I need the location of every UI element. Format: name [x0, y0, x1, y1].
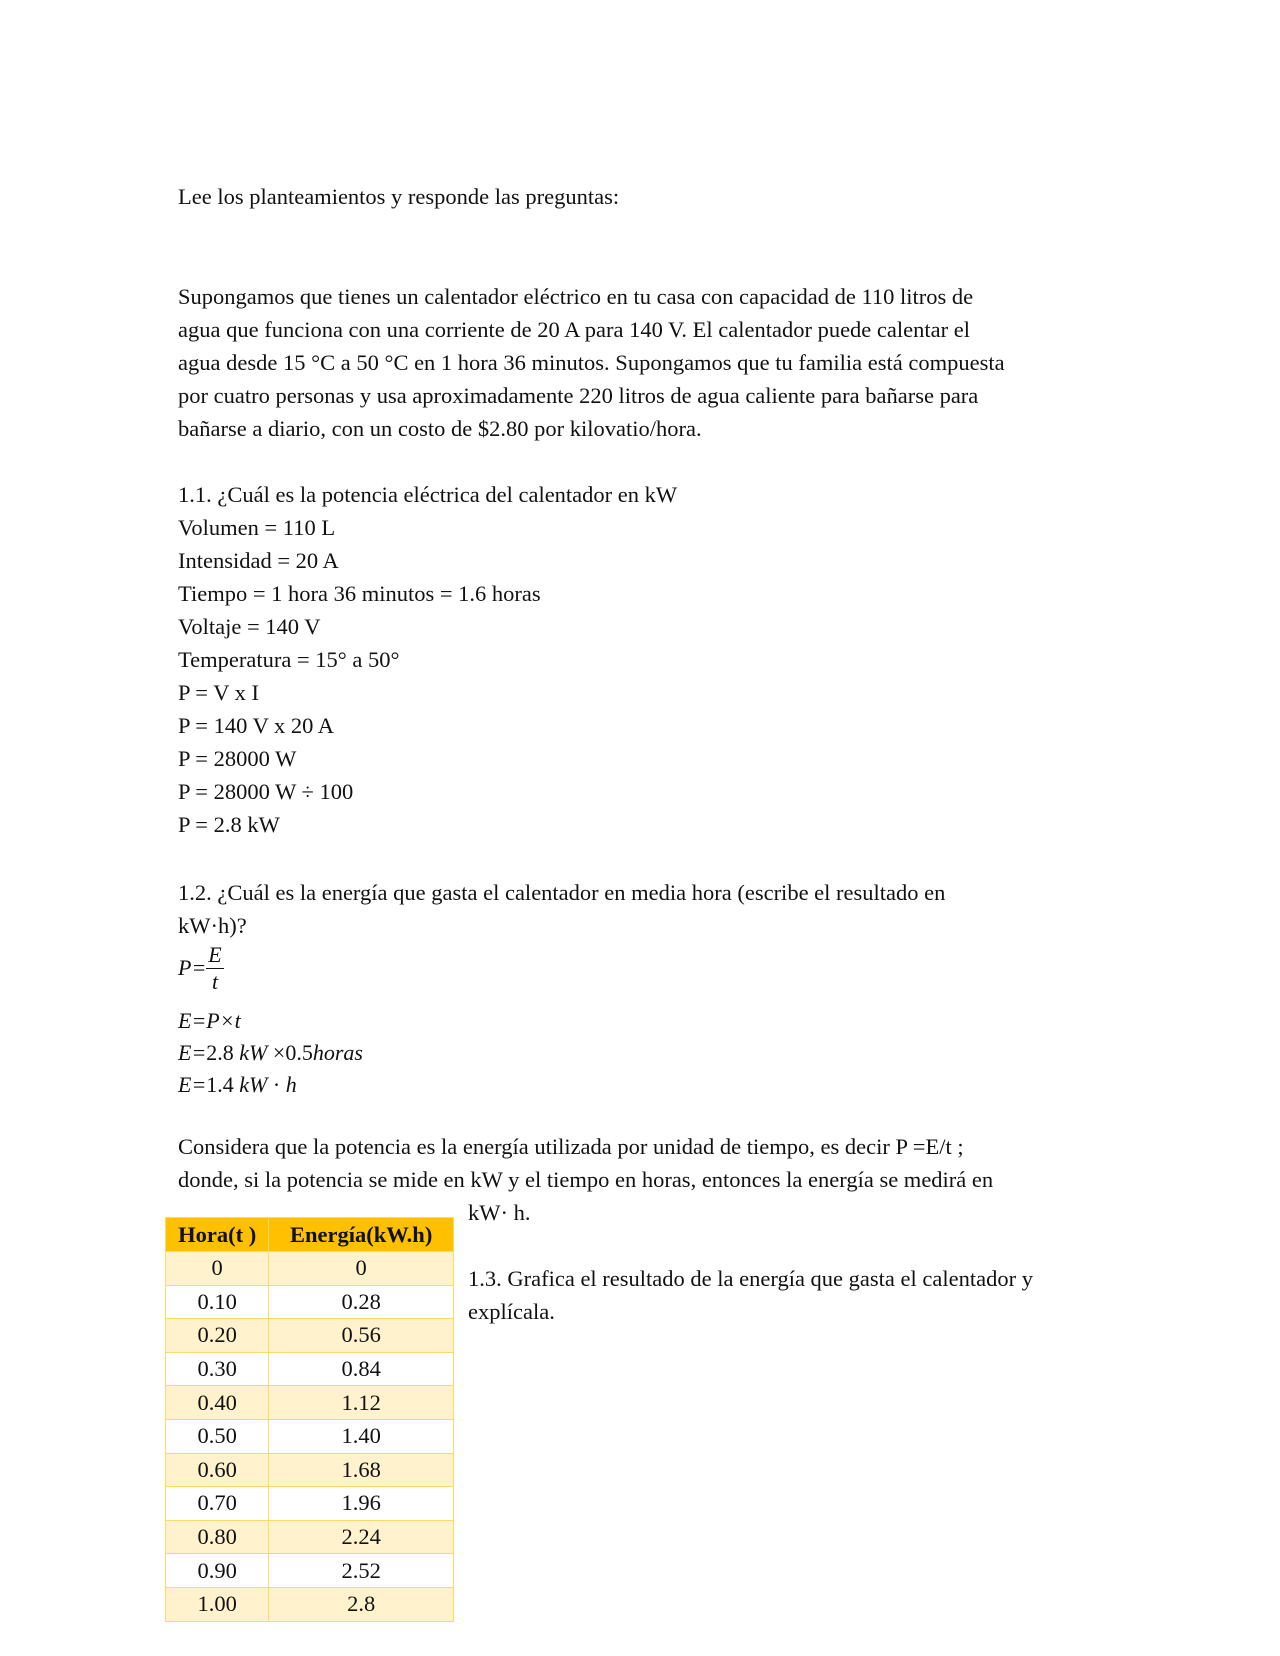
cell-energia: 1.96: [269, 1487, 454, 1521]
calc-line: P = 140 V x 20 A: [178, 713, 335, 738]
scenario-line: Supongamos que tienes un calentador eléctrico en tu casa con capacidad de 110 litros de: [178, 284, 974, 309]
equation-e: E=: [178, 1072, 207, 1097]
cell-energia: 1.12: [269, 1386, 454, 1420]
cell-energia: 0.84: [269, 1352, 454, 1386]
table-row: [166, 1252, 454, 1286]
question-3-text: 1.3. Grafica el resultado de la energía que gasta el calentador y: [468, 1266, 1033, 1291]
table-row: [166, 1487, 454, 1521]
table-row: [166, 1319, 454, 1353]
question-3-text-cont: explícala.: [468, 1299, 555, 1324]
scenario-line: agua desde 15 °C a 50 °C en 1 hora 36 minutos. Supongamos que tu familia está compuesta: [178, 350, 1005, 375]
cell-hora: 0: [166, 1252, 269, 1286]
cell-hora: 1.00: [166, 1587, 269, 1621]
cell-hora: 0.70: [166, 1487, 269, 1521]
equation-energy-formula: E=P×t: [178, 1008, 241, 1033]
scenario-line: bañarse a diario, con un costo de $2.80 por kilovatio/hora.: [178, 416, 702, 441]
question-1-block: [178, 478, 1118, 841]
question-2-text: 1.2. ¿Cuál es la energía que gasta el calentador en media hora (escribe el resultado en: [178, 880, 946, 905]
equation-e: E=: [178, 1040, 207, 1065]
fraction-denominator: t: [211, 969, 219, 995]
cell-hora: 0.80: [166, 1520, 269, 1554]
consider-line: kW· h.: [468, 1200, 531, 1225]
calc-line: P = 2.8 kW: [178, 812, 280, 837]
cell-hora: 0.40: [166, 1386, 269, 1420]
equation-lhs: P=: [178, 955, 207, 980]
intro-text: Lee los planteamientos y responde las preguntas:: [178, 184, 620, 209]
table-row: [166, 1419, 454, 1453]
calc-line: Volumen = 110 L: [178, 515, 336, 540]
calc-line: P = 28000 W ÷ 100: [178, 779, 354, 804]
equation-dot: ·: [267, 1072, 281, 1097]
scenario-line: por cuatro personas y usa aproximadamente 220 litros de agua caliente para bañarse para: [178, 383, 979, 408]
equation-unit: kW: [239, 1072, 268, 1097]
equation-unit: kW: [239, 1040, 268, 1065]
equation-energy-substitution: [178, 1036, 363, 1069]
question-2-block: [178, 876, 1118, 942]
consider-paragraph: [178, 1130, 1118, 1196]
fraction-numerator: E: [208, 942, 222, 968]
consider-line: donde, si la potencia se mide en kW y el tiempo en horas, entonces la energía se medirá en: [178, 1167, 994, 1192]
table-row: [166, 1554, 454, 1588]
cell-hora: 0.60: [166, 1453, 269, 1487]
cell-hora: 0.50: [166, 1419, 269, 1453]
question-1-text: 1.1. ¿Cuál es la potencia eléctrica del calentador en kW: [178, 482, 678, 507]
cell-energia: 0.28: [269, 1285, 454, 1319]
cell-hora: 0.20: [166, 1319, 269, 1353]
calc-line: P = 28000 W: [178, 746, 297, 771]
equation-energy-result: [178, 1068, 297, 1101]
table-row: [166, 1352, 454, 1386]
header-energia: Energía(kW.h): [269, 1218, 454, 1252]
consider-line: Considera que la potencia es la energía utilizada por unidad de tiempo, es decir P =E/t ;: [178, 1134, 964, 1159]
equation-unit: horas: [312, 1040, 363, 1065]
table-row: [166, 1285, 454, 1319]
cell-energia: 0: [269, 1252, 454, 1286]
cell-energia: 2.8: [269, 1587, 454, 1621]
calc-line: Voltaje = 140 V: [178, 614, 321, 639]
equation-value: 1.4: [206, 1072, 234, 1097]
equation-value: 0.5: [285, 1040, 313, 1065]
energy-table: [165, 1217, 454, 1622]
cell-energia: 1.40: [269, 1419, 454, 1453]
cell-energia: 2.52: [269, 1554, 454, 1588]
table-row: [166, 1453, 454, 1487]
header-hora: Hora(t ): [166, 1218, 269, 1252]
cell-energia: 1.68: [269, 1453, 454, 1487]
table-row: [166, 1587, 454, 1621]
table-row: [166, 1386, 454, 1420]
cell-hora: 0.30: [166, 1352, 269, 1386]
equation-power-fraction: [178, 942, 224, 996]
table-row: [166, 1520, 454, 1554]
calc-line: P = V x I: [178, 680, 260, 705]
calc-line: Temperatura = 15° a 50°: [178, 647, 400, 672]
cell-hora: 0.10: [166, 1285, 269, 1319]
cell-hora: 0.90: [166, 1554, 269, 1588]
fraction: [206, 942, 223, 995]
scenario-line: agua que funciona con una corriente de 20 A para 140 V. El calentador puede calentar el: [178, 317, 970, 342]
calc-line: Intensidad = 20 A: [178, 548, 339, 573]
question-2-text-cont: kW·h)?: [178, 913, 247, 938]
cell-energia: 0.56: [269, 1319, 454, 1353]
equation-times: ×: [267, 1040, 286, 1065]
table-header-row: [166, 1218, 454, 1252]
calc-line: Tiempo = 1 hora 36 minutos = 1.6 horas: [178, 581, 541, 606]
cell-energia: 2.24: [269, 1520, 454, 1554]
equation-value: 2.8: [206, 1040, 234, 1065]
equation-unit: h: [285, 1072, 297, 1097]
scenario-paragraph: [178, 280, 1118, 445]
